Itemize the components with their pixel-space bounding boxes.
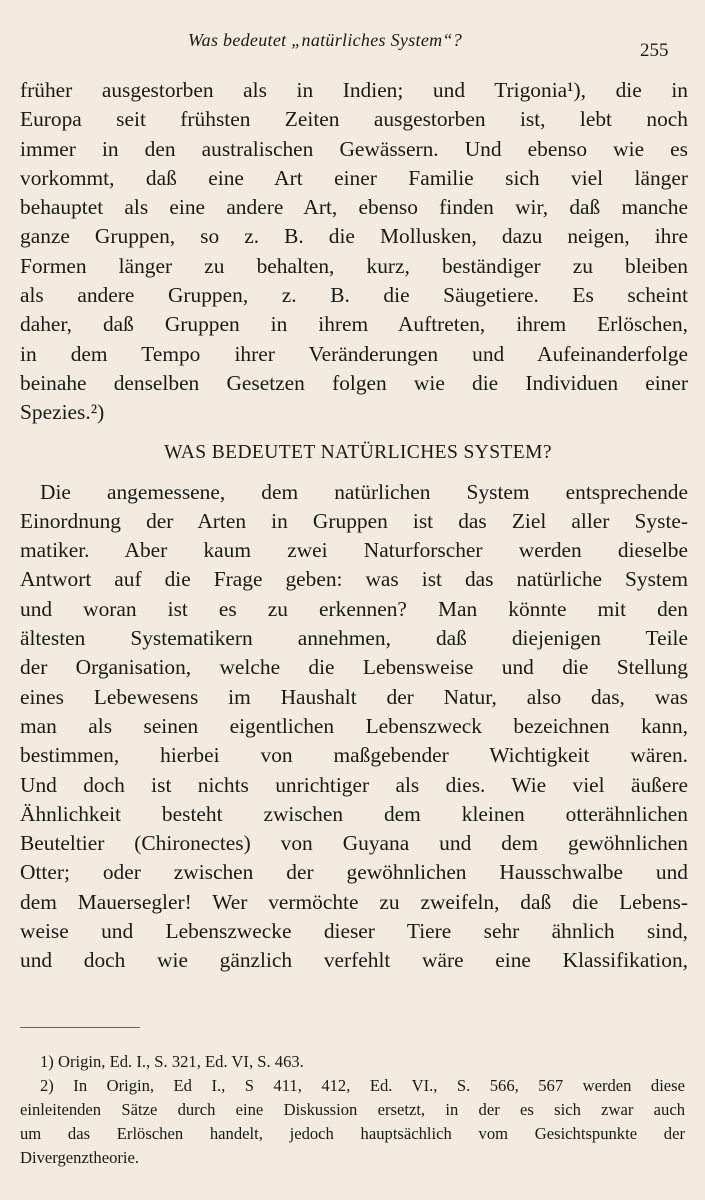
footnote-2-continued: um das Erlöschen handelt, jedoch hauptsächlich vom Gesichtspunkte der xyxy=(20,1124,685,1143)
section-heading: WAS BEDEUTET NATÜRLICHES SYSTEM? xyxy=(164,441,552,463)
text-line: der Organisation, welche die Lebensweise und die Stellung xyxy=(20,655,688,680)
text-line: Otter; oder zwischen der gewöhnlichen Hausschwalbe und xyxy=(20,860,688,885)
text-line: eines Lebewesens im Haushalt der Natur, also das, was xyxy=(20,684,688,709)
text-line: Beuteltier (Chironectes) von Guyana und dem gewöhnlichen xyxy=(20,831,688,856)
text-line: immer in den australischen Gewässern. Und ebenso wie es xyxy=(20,136,688,161)
running-head xyxy=(0,30,705,60)
text-line: dem Mauersegler! Wer vermöchte zu zweifeln, daß die Lebens- xyxy=(20,889,688,914)
text-line: ältesten Systematikern annehmen, daß diejenigen Teile xyxy=(20,626,688,651)
footnote-2: 2) In Origin, Ed I., S 411, 412, Ed. VI., S. 566, 567 werden diese xyxy=(40,1076,685,1095)
text-line: Die angemessene, dem natürlichen System entsprechende xyxy=(40,479,688,504)
text-line: behauptet als eine andere Art, ebenso finden wir, daß manche xyxy=(20,195,688,220)
text-line: man als seinen eigentlichen Lebenszweck bezeichnen kann, xyxy=(20,713,688,738)
text-line: Formen länger zu behalten, kurz, beständiger zu bleiben xyxy=(20,253,688,278)
text-line: Einordnung der Arten in Gruppen ist das Ziel aller Syste- xyxy=(20,508,688,533)
footnote-2-continued: Divergenztheorie. xyxy=(20,1148,140,1167)
text-line: Antwort auf die Frage geben: was ist das natürliche System xyxy=(20,567,688,592)
text-line: als andere Gruppen, z. B. die Säugetiere. Es scheint xyxy=(20,283,688,308)
text-line: in dem Tempo ihrer Veränderungen und Aufeinanderfolge xyxy=(20,341,688,366)
footnote-1: 1) Origin, Ed. I., S. 321, Ed. VI, S. 463. xyxy=(40,1052,304,1071)
running-title: Was bedeutet „natürliches System“? xyxy=(188,30,463,50)
text-line: und doch wie gänzlich verfehlt wäre eine Klassifikation, xyxy=(20,948,688,973)
page-number: 255 xyxy=(640,40,669,61)
paragraph-2 xyxy=(20,478,688,976)
text-line: Und doch ist nichts unrichtiger als dies. Wie viel äußere xyxy=(20,772,688,797)
text-line: matiker. Aber kaum zwei Naturforscher werden dieselbe xyxy=(20,538,688,563)
footnote-2-continued: einleitenden Sätze durch eine Diskussion ersetzt, in der es sich zwar auch xyxy=(20,1100,685,1119)
text-line: und woran ist es zu erkennen? Man könnte mit den xyxy=(20,596,688,621)
text-line: Europa seit frühsten Zeiten ausgestorben ist, lebt noch xyxy=(20,107,688,132)
text-line: vorkommt, daß eine Art einer Familie sich viel länger xyxy=(20,165,688,190)
text-line: früher ausgestorben als in Indien; und Trigonia¹), die in xyxy=(20,78,688,102)
paragraph-1 xyxy=(20,76,688,428)
text-line: weise und Lebenszwecke dieser Tiere sehr ähnlich sind, xyxy=(20,919,688,944)
footnote-divider xyxy=(20,1027,140,1028)
text-line: ganze Gruppen, so z. B. die Mollusken, dazu neigen, ihre xyxy=(20,224,688,249)
text-line: Ähnlichkeit besteht zwischen dem kleinen otterähnlichen xyxy=(20,801,688,826)
body-text xyxy=(20,76,688,976)
text-line: beinahe denselben Gesetzen folgen wie die Individuen einer xyxy=(20,370,688,395)
text-line: daher, daß Gruppen in ihrem Auftreten, ihrem Erlöschen, xyxy=(20,312,688,337)
text-line: bestimmen, hierbei von maßgebender Wichtigkeit wären. xyxy=(20,743,688,768)
text-line: Spezies.²) xyxy=(20,400,105,425)
footnotes xyxy=(20,1050,685,1170)
